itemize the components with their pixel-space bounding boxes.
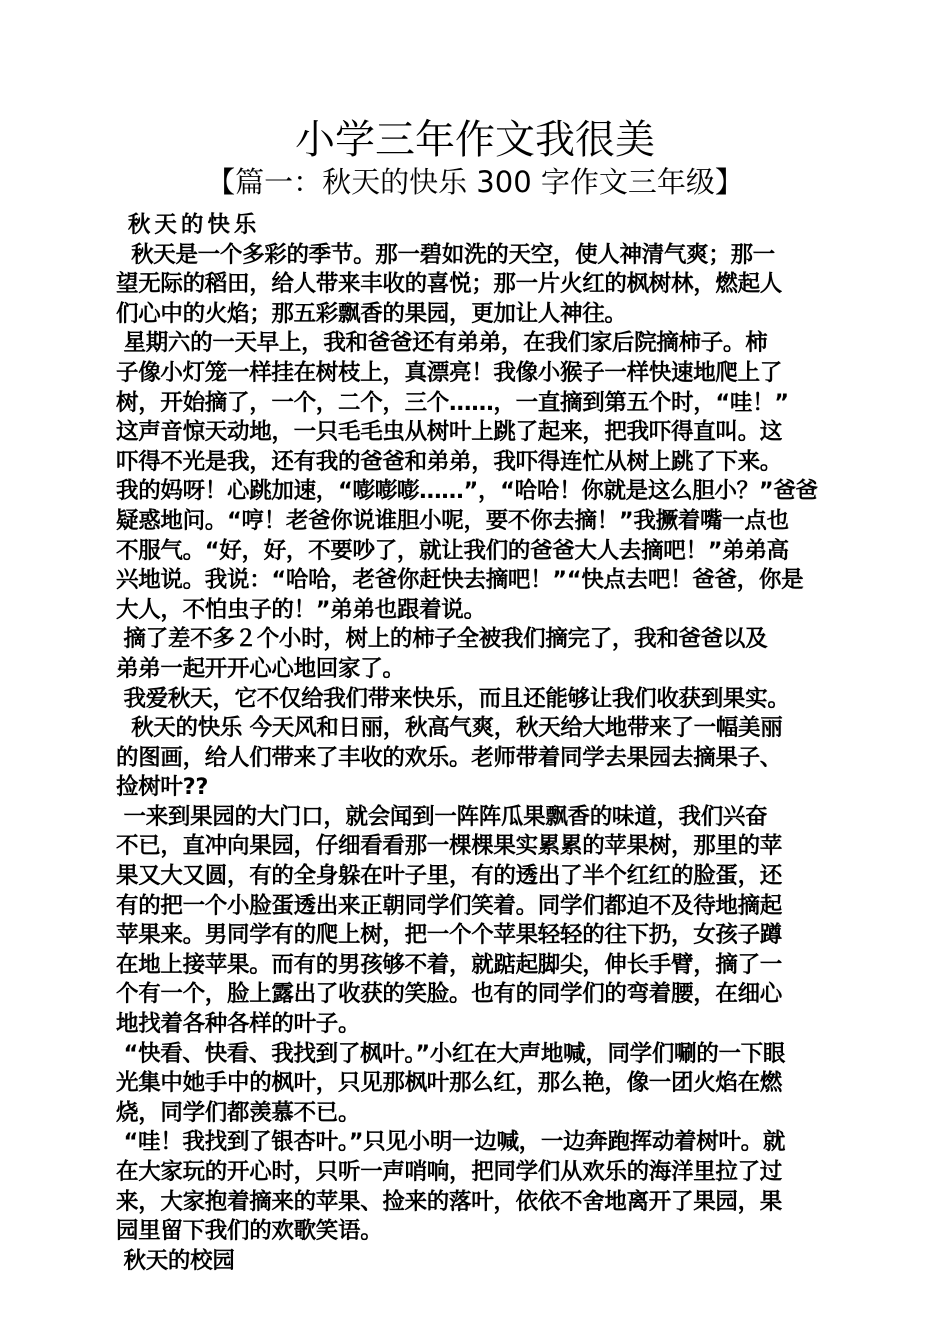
text-line: 我爱秋天，它不仅给我们带来快乐，而且还能够让我们收获到果实。 [116,685,790,712]
text-line: 的图画，给人们带来了丰收的欢乐。老师带着同学去果园去摘果子、 [116,744,783,771]
text-line: 望无际的稻田，给人带来丰收的喜悦；那一片火红的枫树林，燃起人 [116,271,783,298]
text-line: 大人，不怕虫子的！”弟弟也跟着说。 [116,596,486,623]
text-line: “快看、快看、我找到了枫叶。”小红在大声地喊，同学们唰的一下眼 [116,1040,786,1067]
text-line: “哇！我找到了银杏叶。”只见小明一边喊，一边奔跑挥动着树叶。就 [116,1129,786,1156]
text-line: 苹果来。男同学有的爬上树，把一个个苹果轻轻的往下扔，女孩子蹲 [116,922,783,949]
text-line: 子像小灯笼一样挂在树枝上，真漂亮！我像小猴子一样快速地爬上了 [116,359,783,386]
text-line: 烧，同学们都羡慕不已。 [116,1099,361,1126]
text-line: 弟弟一起开开心心地回家了。 [116,655,405,682]
text-line: 吓得不光是我，还有我的爸爸和弟弟，我吓得连忙从树上跳了下来。 [116,448,783,475]
text-line: 光集中她手中的枫叶，只见那枫叶那么红，那么艳，像一团火焰在燃 [116,1070,783,1097]
text-line: 不已，直冲向果园，仔细看看那一棵棵果实累累的苹果树，那里的苹 [116,833,783,860]
text-line: 捡树叶?? [116,774,209,801]
text-line: 有的把一个小脸蛋透出来正朝同学们笑着。同学们都迫不及待地摘起 [116,892,783,919]
section-heading: 秋天的校园 [116,1247,235,1274]
text-line: 园里留下我们的欢歌笑语。 [116,1218,383,1245]
document-subtitle: 【篇一：秋天的快乐 300 字作文三年级】 [206,165,744,199]
text-line: 树，开始摘了，一个，二个，三个……，一直摘到第五个时，“哇！” [116,389,789,416]
text-line: 摘了差不多２个小时，树上的柿子全被我们摘完了，我和爸爸以及 [116,626,768,653]
text-line: 果又大又圆，有的全身躲在叶子里，有的透出了半个红红的脸蛋，还 [116,863,783,890]
text-line: 在大家玩的开心时，只听一声哨响，把同学们从欢乐的海洋里拉了过 [116,1159,783,1185]
document-body [116,211,834,1276]
text-line: 秋天的快乐 今天风和日丽，秋高气爽，秋天给大地带来了一幅美丽 [116,715,783,742]
text-line: 疑惑地问。“哼！老爸你说谁胆小呢，要不你去摘！”我撅着嘴一点也 [116,507,789,534]
document-title: 小学三年作文我很美 [295,117,655,163]
text-line: 在地上接苹果。而有的男孩够不着，就踮起脚尖，伸长手臂，摘了一 [116,951,783,978]
text-line: 兴地说。我说：“哈哈，老爸你赶快去摘吧！”“快点去吧！爸爸，你是 [116,567,804,594]
text-line: 地找着各种各样的叶子。 [116,1011,361,1038]
text-line: 这声音惊天动地，一只毛毛虫从树叶上跳了起来，把我吓得直叫。这 [116,419,783,446]
text-line: 个有一个，脸上露出了收获的笑脸。也有的同学们的弯着腰，在细心 [116,981,783,1008]
section-heading: 秋天的快乐 [116,212,261,238]
text-line: 星期六的一天早上，我和爸爸还有弟弟，在我们家后院摘柿子。柿 [116,330,768,357]
text-line: 我的妈呀！心跳加速，“嘭嘭嘭……”，“哈哈！你就是这么胆小？”爸爸 [116,478,818,505]
text-line: 来，大家抱着摘来的苹果、捡来的落叶，依依不舍地离开了果园，果 [116,1188,783,1215]
text-line: 一来到果园的大门口，就会闻到一阵阵瓜果飘香的味道，我们兴奋 [116,803,768,830]
text-line: 秋天是一个多彩的季节。那一碧如洗的天空，使人神清气爽；那一 [116,241,775,268]
text-line: 不服气。“好，好，不要吵了，就让我们的爸爸大人去摘吧！”弟弟高 [116,537,789,564]
text-line: 们心中的火焰；那五彩飘香的果园，更加让人神往。 [116,300,627,327]
